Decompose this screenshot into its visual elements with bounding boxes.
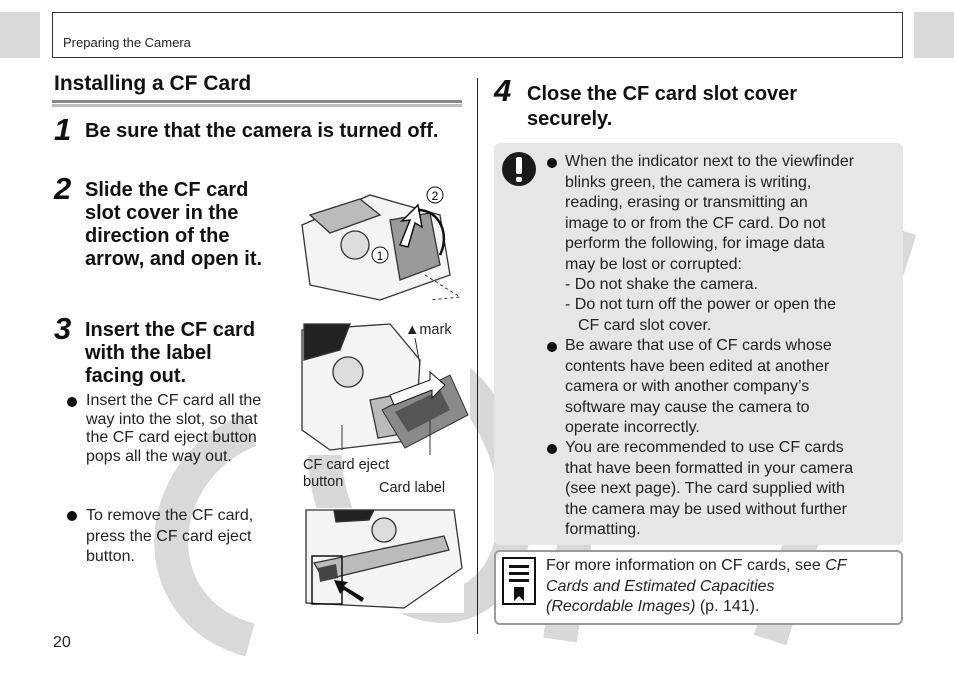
bullet-line: way into the slot, so that [86,410,258,428]
label-line: button [303,474,344,490]
dial-shape [341,231,369,259]
info-reference-link[interactable]: CF [825,557,847,574]
reference-book-icon [502,557,536,605]
bullet-dot [547,342,557,352]
step-3-bullet-insert [86,392,261,466]
caution-line: software may cause the camera to [565,398,810,416]
dial-shape [372,518,396,542]
bullet-line: press the CF card eject [86,527,252,545]
bullet-line: Insert the CF card all the [86,392,262,409]
dial-shape [333,357,363,387]
caution-line: CF card slot cover. [578,316,712,334]
step-4-number: 4 [494,73,512,108]
step-2-line: direction of the [85,225,230,247]
label-line: CF card eject [303,457,390,473]
caution-line: blinks green, the camera is writing, [565,173,812,191]
bullet-dot [547,444,557,454]
step-4-line: Close the CF card slot cover [527,83,798,105]
step-3-number: 3 [54,311,72,346]
step-2-text [85,179,262,271]
title-rule [52,100,462,103]
step-3-line: with the label [85,342,212,364]
mark-label: ▲mark [405,322,452,338]
card-label-label: Card label [379,480,446,496]
bullet-dot [67,511,77,521]
step-3-line: facing out. [85,365,187,387]
info-text-plain: For more information on CF cards, see [546,557,826,574]
caution-line: Be aware that use of CF cards whose [565,337,832,354]
caution-line: - Do not turn off the power or open the [565,296,836,313]
step-3-text [85,319,255,388]
step-1-number: 1 [54,112,72,147]
caution-bullet-formatted [565,438,891,541]
column-divider [477,78,478,634]
caution-line: operate incorrectly. [565,419,700,436]
eject-button-label [303,457,389,491]
caution-line: contents have been edited at another [565,357,830,375]
step-2-line: slot cover in the [85,202,239,224]
caution-line: the camera may be used without further [565,500,847,518]
step-2-number: 2 [54,171,72,206]
title-rule-shadow [52,104,462,107]
step-2-line: Slide the CF card [85,179,249,201]
bullet-line: button. [86,548,135,565]
caution-line: reading, erasing or transmitting an [565,194,808,211]
info-reference-link[interactable]: Cards and Estimated Capacities [546,577,775,595]
caution-line: that have been formatted in your camera [565,459,854,477]
caution-line: When the indicator next to the viewfinder [565,153,855,170]
figure-open-slot-cover [300,185,465,303]
bullet-line: the CF card eject button [86,429,257,446]
caution-bullet-writing [565,152,891,275]
open-cover-outline [425,275,460,300]
info-reference-link[interactable]: (Recordable Images) [546,598,696,615]
step-3-line: Insert the CF card [85,319,256,341]
header-section-label: Preparing the Camera [63,35,191,50]
info-text [546,556,896,618]
bullet-line: To remove the CF card, [86,507,254,524]
step-4-line: securely. [527,108,613,130]
caution-line: formatting. [565,521,641,538]
info-page-ref: (p. 141). [695,598,760,615]
step-3-bullet-remove [86,506,253,568]
bullet-dot [67,397,77,407]
caution-line: perform the following, for image data [565,235,825,252]
lcd-screen-shape [334,510,374,522]
caution-line: camera or with another company’s [565,378,810,395]
caution-line: You are recommended to use CF cards [565,439,844,456]
figure-remove-card [304,508,464,613]
callout-2-text: 2 [431,189,439,203]
caution-line: may be lost or corrupted: [565,255,742,273]
section-title: Installing a CF Card [54,72,252,95]
caution-exclamation-icon [502,152,536,186]
caution-line: image to or from the CF card. Do not [565,214,826,232]
callout-1-text: 1 [376,249,384,263]
caution-dash-power [565,295,836,336]
step-2-line: arrow, and open it. [85,248,263,270]
figure-insert-card [300,320,470,455]
step-1-text: Be sure that the camera is turned off. [85,120,439,142]
step-4-text [527,82,797,132]
page-number: 20 [53,634,71,651]
caution-bullet-edited [565,336,891,439]
bullet-dot [547,158,557,168]
bullet-line: pops all the way out. [86,447,232,465]
caution-dash-shake: - Do not shake the camera. [565,276,758,293]
caution-line: (see next page). The card supplied with [565,480,845,497]
